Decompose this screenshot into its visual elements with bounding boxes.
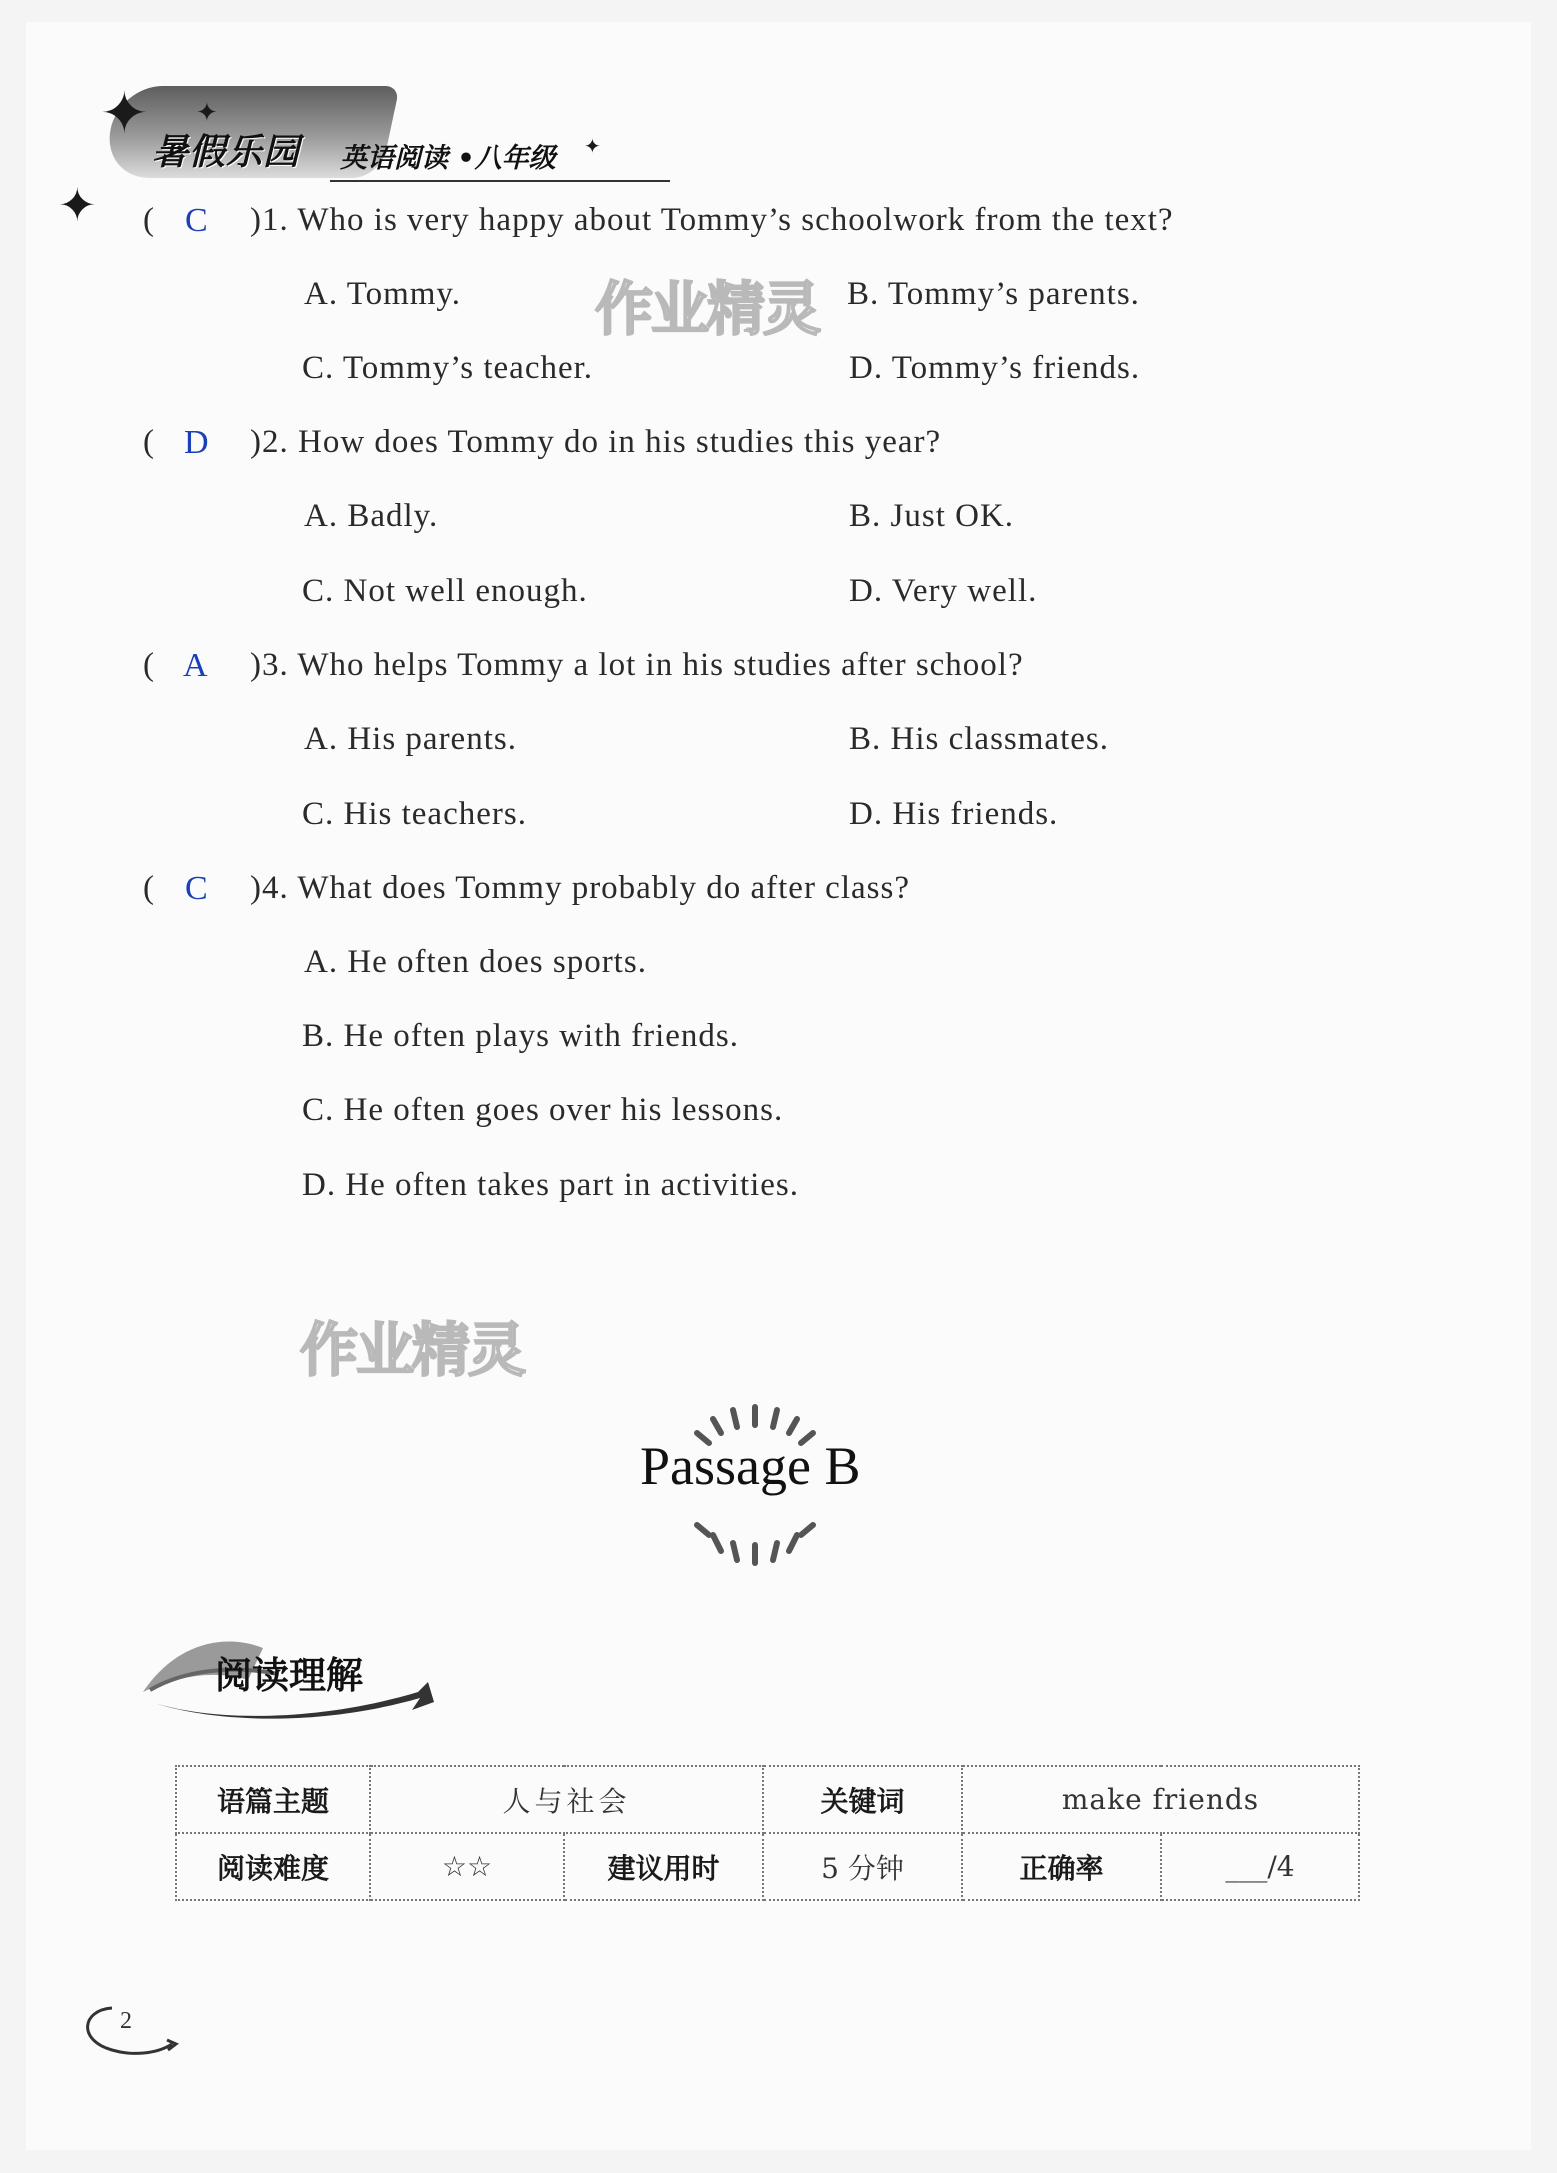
table-cell-value: 5 分钟 (763, 1833, 962, 1900)
option-c: C. Not well enough. (302, 573, 588, 609)
question-stem: )4. What does Tommy probably do after class? (250, 870, 910, 906)
option-d: D. Very well. (849, 573, 1038, 609)
option-a: A. His parents. (304, 721, 517, 757)
table-cell-value: ☆☆ (370, 1833, 564, 1900)
passage-title: Passage B (640, 1436, 861, 1496)
option-c: C. He often goes over his lessons. (302, 1092, 784, 1128)
section-title: 阅读理解 (215, 1654, 363, 1697)
option-a: A. Tommy. (304, 276, 462, 312)
answer-paren-open: ( (143, 647, 154, 683)
sparkle-star-icon: ✦ (58, 178, 97, 232)
answer-paren-open: ( (143, 870, 154, 906)
table-cell-label: 正确率 (962, 1833, 1161, 1900)
table-cell-value: 人与社会 (370, 1766, 763, 1833)
watermark: 作业精灵 (595, 275, 820, 343)
option-c: C. His teachers. (302, 796, 527, 832)
answer-letter: C (185, 870, 208, 907)
question-stem: )2. How does Tommy do in his studies this year? (250, 424, 942, 460)
option-b: B. His classmates. (849, 721, 1109, 757)
answer-letter: C (185, 202, 208, 239)
table-cell-label: 阅读难度 (176, 1833, 370, 1900)
header-subtitle: 英语阅读 •八年级 (340, 143, 556, 174)
question-stem: )1. Who is very happy about Tommy’s schoolwork from the text? (250, 202, 1174, 238)
option-b: B. Tommy’s parents. (847, 276, 1140, 312)
table-cell-value: ___/4 (1161, 1833, 1359, 1900)
table-cell-label: 语篇主题 (176, 1766, 370, 1833)
option-a: A. He often does sports. (304, 944, 647, 980)
answer-letter: D (184, 424, 209, 461)
option-d: D. His friends. (849, 796, 1059, 832)
answer-paren-open: ( (143, 202, 154, 238)
table-cell-label: 关键词 (763, 1766, 962, 1833)
question-stem: )3. Who helps Tommy a lot in his studies after school? (250, 647, 1024, 683)
table-cell-label: 建议用时 (564, 1833, 763, 1900)
table-cell-value: make friends (962, 1766, 1359, 1833)
answer-paren-open: ( (143, 424, 154, 460)
option-a: A. Badly. (304, 498, 439, 534)
option-b: B. Just OK. (849, 498, 1015, 534)
answer-letter: A (183, 647, 208, 684)
header-underline (330, 180, 670, 182)
option-d: D. He often takes part in activities. (302, 1167, 800, 1203)
header-title: 暑假乐园 (152, 132, 301, 173)
option-b: B. He often plays with friends. (302, 1018, 740, 1054)
table-row (176, 1833, 1359, 1900)
watermark: 作业精灵 (300, 1316, 525, 1384)
passage-info-table (175, 1765, 1360, 1901)
option-d: D. Tommy’s friends. (849, 350, 1141, 386)
sparkle-star-icon: ✦ (196, 98, 218, 128)
sparkle-star-icon: ✦ (584, 134, 601, 158)
page-number: 2 (120, 2008, 132, 2034)
table-row (176, 1766, 1359, 1833)
option-c: C. Tommy’s teacher. (302, 350, 594, 386)
sparkle-star-icon: ✦ (100, 79, 149, 147)
